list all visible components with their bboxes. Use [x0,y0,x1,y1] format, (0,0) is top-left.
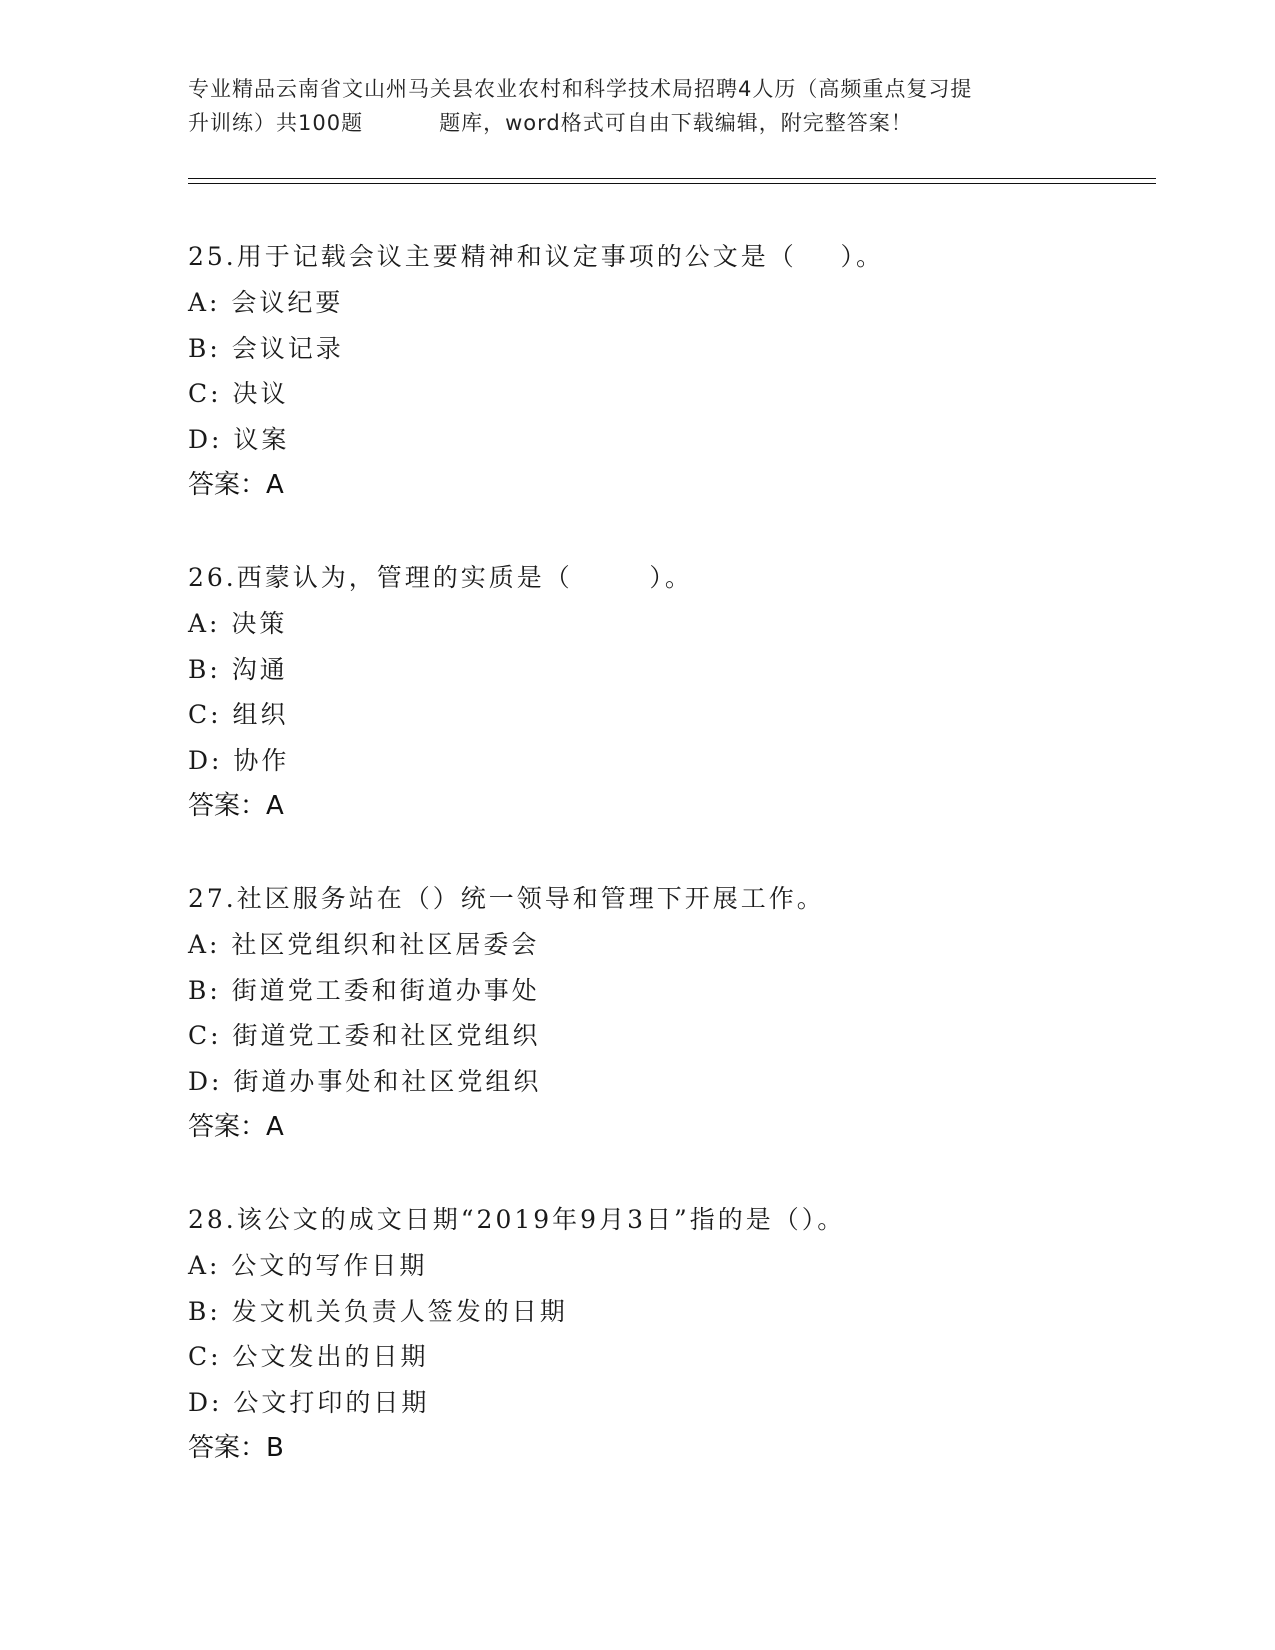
question-stem: 25.用于记载会议主要精神和议定事项的公文是（ ）。 [188,242,885,271]
option-a: A: 决策 [188,608,288,638]
option-c: C: 决议 [188,379,289,409]
question-25 [188,234,1148,555]
question-26 [188,555,1148,876]
answer: 答案：A [188,790,284,821]
header-line-2-part-1: 升训练）共100题 [188,111,364,135]
question-stem: 27.社区服务站在（）统一领导和管理下开展工作。 [188,884,825,913]
answer: 答案：A [188,469,284,500]
answer: 答案：A [188,1111,284,1142]
option-d: D: 公文打印的日期 [188,1388,430,1418]
header-line-2-part-2: 题库，word格式可自由下载编辑，附完整答案！ [439,111,913,135]
question-28 [188,1197,1148,1518]
answer: 答案：B [188,1432,284,1463]
option-c: C: 街道党工委和社区党组织 [188,1021,541,1051]
header-divider-bottom [188,183,1156,184]
option-a: A: 社区党组织和社区居委会 [188,929,540,959]
option-d: D: 街道办事处和社区党组织 [188,1067,542,1097]
header-line-1: 专业精品云南省文山州马关县农业农村和科学技术局招聘4人历（高频重点复习提 [188,77,973,101]
option-d: D: 协作 [188,746,290,776]
question-stem: 26.西蒙认为，管理的实质是（ ）。 [188,563,693,592]
option-a: A: 会议纪要 [188,287,344,317]
header-line-2 [188,106,1088,140]
question-stem: 28.该公文的成文日期“2019年9月3日”指的是（）。 [188,1205,846,1234]
option-d: D: 议案 [188,425,290,455]
option-b: B: 发文机关负责人签发的日期 [188,1296,568,1326]
option-a: A: 公文的写作日期 [188,1250,428,1280]
question-list [188,234,1148,1518]
document-header [188,72,1088,140]
option-b: B: 街道党工委和街道办事处 [188,975,540,1005]
header-divider-top [188,178,1156,179]
option-b: B: 会议记录 [188,333,344,363]
option-c: C: 公文发出的日期 [188,1342,429,1372]
question-27 [188,876,1148,1197]
option-b: B: 沟通 [188,654,288,684]
option-c: C: 组织 [188,700,289,730]
